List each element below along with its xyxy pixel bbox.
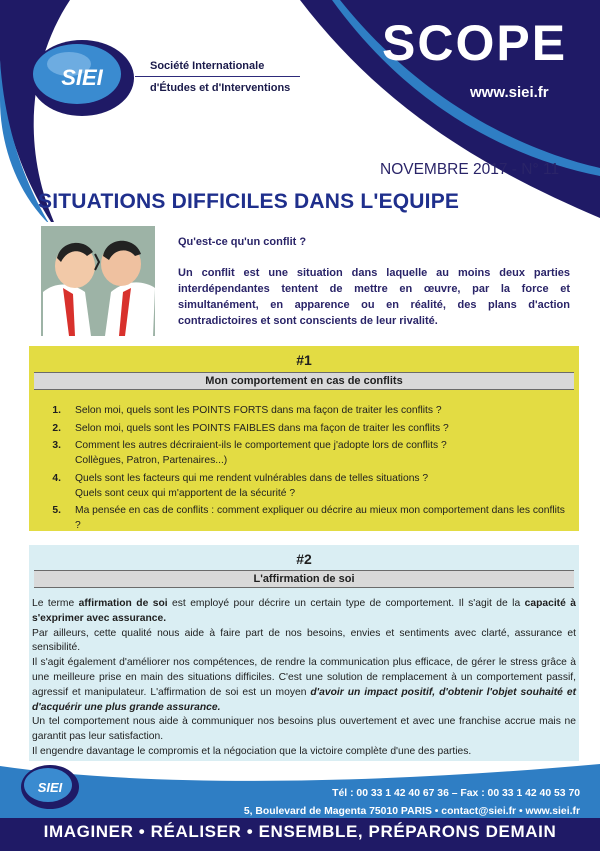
intro-question: Qu'est-ce qu'un conflit ? bbox=[178, 236, 307, 248]
company-divider bbox=[135, 76, 300, 77]
section-2-heading: L'affirmation de soi bbox=[34, 570, 574, 588]
siei-logo bbox=[27, 38, 137, 118]
issue-date: NOVEMBRE 2017 - N° 11 bbox=[380, 161, 560, 178]
website-link[interactable]: www.siei.fr bbox=[470, 84, 549, 101]
publication-title: SCOPE bbox=[382, 15, 568, 71]
section-1-question-list bbox=[47, 403, 572, 536]
paragraph: Un tel comportement nous aide à communiquer nos besoins plus ouvertement et avec une franchise accrue mais ne garantit pas leur satisfaction. bbox=[32, 716, 576, 743]
footer-contact: Tél : 00 33 1 42 40 67 36 – Fax : 00 33 1 42 40 53 70 bbox=[332, 788, 580, 799]
page-title: SITUATIONS DIFFICILES DANS L'EQUIPE bbox=[38, 190, 460, 213]
section-1-number: #1 bbox=[296, 352, 312, 368]
footer-tagline: IMAGINER • RÉALISER • ENSEMBLE, PRÉPARONS DEMAIN bbox=[43, 822, 557, 841]
list-item: 2. Selon moi, quels sont les POINTS FAIBLES dans ma façon de traiter les conflits ? bbox=[52, 422, 449, 434]
section-2-body bbox=[32, 597, 576, 760]
footer-logo-text: SIEI bbox=[37, 780, 63, 795]
footer-address: 5, Boulevard de Magenta 75010 PARIS • contact@siei.fr • www.siei.fr bbox=[243, 806, 580, 817]
intro-definition: Un conflit est une situation dans laquelle au moins deux parties interdépendantes tentent de mettre en œuvre, par la force et simultanément, en apparence ou en réalité, des plans d'action contradictoires et sont conscients de leur rivalité. bbox=[178, 267, 570, 327]
paragraph: Il engendre davantage le compromis et la négociation que la victoire complète d'une des parties. bbox=[32, 745, 472, 757]
two-men-confrontation-illustration bbox=[33, 222, 163, 340]
section-2-panel bbox=[29, 545, 579, 761]
section-1-panel bbox=[29, 346, 579, 531]
section-1-heading: Mon comportement en cas de conflits bbox=[34, 372, 574, 390]
list-item: 3. Comment les autres décriraient-ils le comportement que j'adopte lors de conflits ? Collègues, Patron, Partenaires...) bbox=[52, 440, 447, 466]
footer-siei-logo bbox=[20, 764, 80, 810]
paragraph: Il s'agit également d'améliorer nos compétences, de rendre la communication plus efficace, de gérer le stress grâce à une meilleure prise en main des situations difficiles. C'est une solution de remplacement à un comportement passif, agressif et manipulateur. L'affirmation de soi est un moyen d'avoir un impact positif, d'obtenir l'objet souhaité et d'acquérir une plus grande assurance. bbox=[32, 657, 577, 713]
company-name-line2: d'Études et d'Interventions bbox=[150, 82, 291, 94]
company-name-line1: Société Internationale bbox=[150, 60, 265, 72]
paragraph: Le terme affirmation de soi est employé pour décrire un certain type de comportement. Il s'agit de la capacité à s'exprimer avec assurance. bbox=[32, 598, 576, 624]
section-2-number: #2 bbox=[296, 551, 312, 567]
logo-text: SIEI bbox=[61, 65, 103, 90]
list-item: 4. Quels sont les facteurs qui me rendent vulnérables dans de telles situations ? Quels sont ceux qui m'apportent de la sécurité ? bbox=[52, 472, 429, 499]
list-item: 5. Ma pensée en cas de conflits : comment expliquer ou décrire au mieux mon comportement dans les conflits ? bbox=[52, 505, 565, 531]
paragraph: Par ailleurs, cette qualité nous aide à faire part de nos besoins, envies et sentiments avec clarté, assurance et sensibilité. bbox=[32, 627, 576, 654]
list-item: 1. Selon moi, quels sont les POINTS FORTS dans ma façon de traiter les conflits ? bbox=[52, 405, 442, 416]
